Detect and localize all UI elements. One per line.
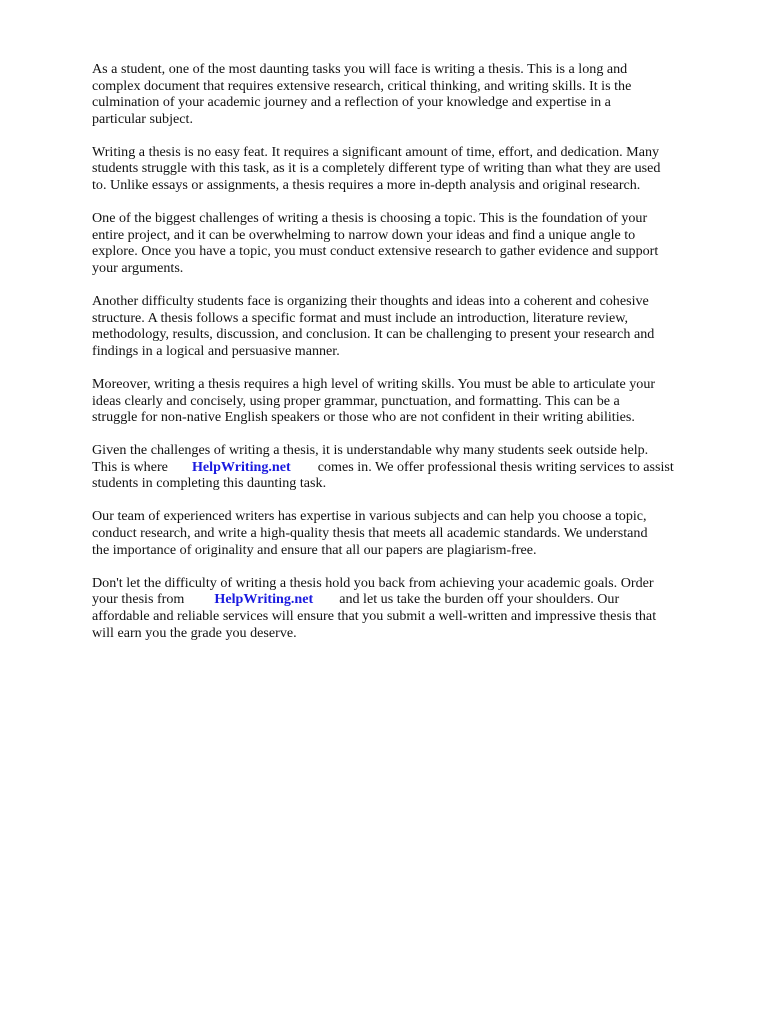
paragraph-intro xyxy=(92,61,732,127)
text-line: students in completing this daunting task. xyxy=(92,475,327,492)
paragraph-topic xyxy=(92,210,732,276)
text-line: structure. A thesis follows a specific format and must include an introduction, literature review, xyxy=(92,309,629,326)
text-line: methodology, results, discussion, and conclusion. It can be challenging to present your research and xyxy=(92,326,655,343)
text-line: Moreover, writing a thesis requires a high level of writing skills. You must be able to articulate your xyxy=(92,375,656,392)
text-line: culmination of your academic journey and a reflection of your knowledge and expertise in a xyxy=(92,94,611,111)
paragraph-structure xyxy=(92,293,732,359)
paragraph-difficulty xyxy=(92,144,732,194)
text-line: students struggle with this task, as it is a completely different type of writing than what they are used xyxy=(92,160,661,177)
text-line: complex document that requires extensive research, critical thinking, and writing skills. It is the xyxy=(92,77,632,94)
text-line: As a student, one of the most daunting tasks you will face is writing a thesis. This is a long and xyxy=(92,61,628,77)
text-segment: This is where xyxy=(92,458,168,475)
text-segment: and let us take the burden off your shoulders. Our xyxy=(339,591,620,608)
text-line: Writing a thesis is no easy feat. It requires a significant amount of time, effort, and dedication. Many xyxy=(92,143,660,160)
paragraph-call-to-action xyxy=(92,575,732,641)
document-page xyxy=(92,61,732,658)
text-line: Don't let the difficulty of writing a thesis hold you back from achieving your academic goals. Order xyxy=(92,574,654,591)
text-line: Our team of experienced writers has expertise in various subjects and can help you choose a topic, xyxy=(92,508,647,525)
text-line: will earn you the grade you deserve. xyxy=(92,624,297,641)
helpwriting-link[interactable]: HelpWriting.net xyxy=(191,458,291,475)
text-line: affordable and reliable services will ensure that you submit a well-written and impressive thesis that xyxy=(92,607,657,624)
paragraph-outside-help xyxy=(92,442,732,492)
text-line: to. Unlike essays or assignments, a thesis requires a more in-depth analysis and original research. xyxy=(92,177,641,194)
text-line: findings in a logical and persuasive manner. xyxy=(92,342,340,359)
text-line: Another difficulty students face is organizing their thoughts and ideas into a coherent and cohesive xyxy=(92,293,649,310)
text-line: One of the biggest challenges of writing a thesis is choosing a topic. This is the foundation of your xyxy=(92,210,648,227)
helpwriting-link[interactable]: HelpWriting.net xyxy=(214,591,314,608)
text-segment: comes in. We offer professional thesis writing services to assist xyxy=(317,458,674,475)
text-line: your arguments. xyxy=(92,259,184,276)
text-line: Given the challenges of writing a thesis, it is understandable why many students seek outside help. xyxy=(92,442,649,459)
paragraph-writing-skills xyxy=(92,376,732,426)
text-line: explore. Once you have a topic, you must conduct extensive research to gather evidence and support xyxy=(92,243,659,260)
text-line-with-link xyxy=(92,459,732,476)
text-line-with-link xyxy=(92,591,732,608)
text-line: particular subject. xyxy=(92,110,193,127)
text-line: conduct research, and write a high-quality thesis that meets all academic standards. We understand xyxy=(92,525,648,542)
text-segment: your thesis from xyxy=(92,591,185,608)
text-line: the importance of originality and ensure that all our papers are plagiarism-free. xyxy=(92,541,537,558)
text-line: struggle for non-native English speakers or those who are not confident in their writing abilities. xyxy=(92,409,635,426)
text-line: entire project, and it can be overwhelming to narrow down your ideas and find a unique angle to xyxy=(92,226,636,243)
text-line: ideas clearly and concisely, using proper grammar, punctuation, and formatting. This can be a xyxy=(92,392,620,409)
paragraph-team xyxy=(92,508,732,558)
